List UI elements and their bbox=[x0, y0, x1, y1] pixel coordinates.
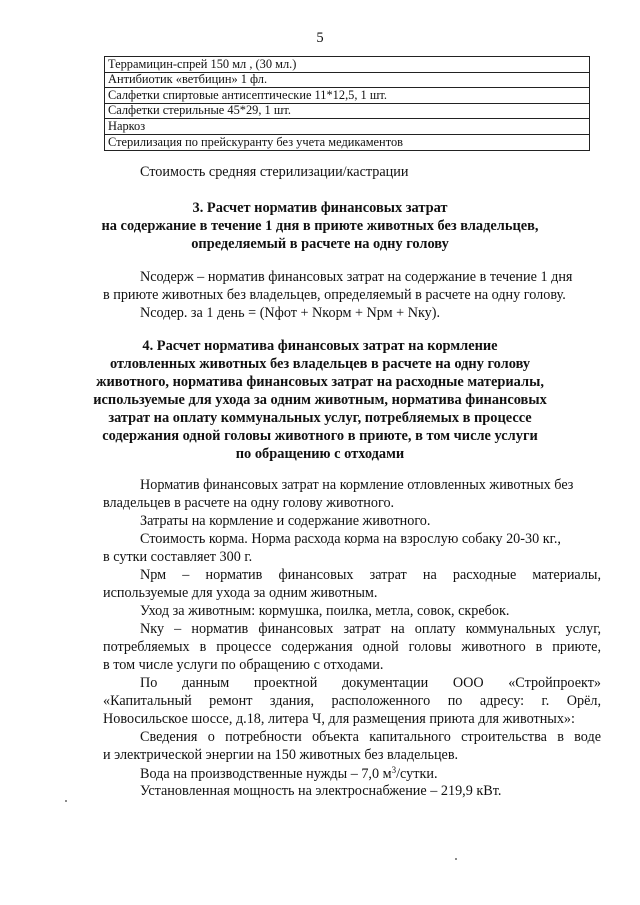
table-row bbox=[105, 134, 590, 150]
section4-heading-line: животного, норматива финансовых затрат на расходные материалы, bbox=[96, 374, 544, 390]
water-line-unit: /сутки. bbox=[396, 766, 438, 782]
section4-heading-line: отловленных животных без владельцев в расчете на одну голову bbox=[109, 356, 531, 372]
section4-heading-line: по обращению с отходами bbox=[235, 446, 405, 462]
section4-paragraph-line: владельцев в расчете на одну голову животного. bbox=[103, 495, 395, 511]
table-cell: Антибиотик «ветбицин» 1 фл. bbox=[105, 72, 590, 88]
section4-paragraph-line: потребляемых в процессе содержания одной головы животного в приюте, bbox=[103, 639, 601, 655]
scan-speck bbox=[455, 858, 457, 860]
power-line: Установленная мощность на электроснабжение – 219,9 кВт. bbox=[140, 783, 502, 799]
table-row bbox=[105, 88, 590, 104]
table-cell: Наркоз bbox=[105, 119, 590, 135]
water-line bbox=[140, 765, 438, 783]
table-row bbox=[105, 72, 590, 88]
section4-paragraph-line: в том числе услуги по обращению с отходами. bbox=[103, 657, 384, 673]
section4-paragraph-line: Уход за животным: кормушка, поилка, метла, совок, скребок. bbox=[140, 603, 510, 619]
table-row bbox=[105, 119, 590, 135]
table-row bbox=[105, 57, 590, 73]
section4-paragraph-line: и электрической энергии на 150 животных без владельцев. bbox=[103, 747, 459, 763]
section4-paragraph-line: в сутки составляет 300 г. bbox=[103, 549, 253, 565]
section4-heading-line: затрат на оплату коммунальных услуг, потребляемых в процессе bbox=[108, 410, 532, 426]
water-line-text: Вода на производственные нужды – 7,0 м bbox=[140, 766, 392, 782]
section4-paragraph-line: Nку – норматив финансовых затрат на оплату коммунальных услуг, bbox=[140, 621, 601, 637]
table-row bbox=[105, 103, 590, 119]
section4-heading-line: используемые для ухода за одним животным, норматива финансовых bbox=[93, 392, 547, 408]
cost-line: Стоимость средняя стерилизации/кастрации bbox=[140, 164, 409, 180]
section3-heading-line: 3. Расчет норматив финансовых затрат bbox=[192, 200, 448, 216]
section4-paragraph-line: Новосильское шоссе, д.18, литера Ч, для размещения приюта для животных»: bbox=[103, 711, 575, 727]
table-cell: Террамицин-спрей 150 мл , (30 мл.) bbox=[105, 57, 590, 73]
formula-line: Nсодер. за 1 день = (Nфот + Nкорм + Nрм + Nку). bbox=[140, 305, 441, 321]
table-cell: Салфетки стерильные 45*29, 1 шт. bbox=[105, 103, 590, 119]
scan-speck bbox=[65, 800, 67, 802]
section4-paragraph-line: По данным проектной документации ООО «Стройпроект» bbox=[140, 675, 601, 691]
section4-paragraph-line: «Капитальный ремонт здания, расположенного по адресу: г. Орёл, bbox=[103, 693, 601, 709]
water-line-superscript: 3 bbox=[391, 765, 397, 775]
section4-heading-line: содержания одной головы животного в приюте, в том числе услуги bbox=[102, 428, 538, 444]
section3-heading-line: определяемый в расчете на одну голову bbox=[191, 236, 449, 252]
section4-paragraph-line: используемые для ухода за одним животным. bbox=[103, 585, 378, 601]
table-cell: Салфетки спиртовые антисептические 11*12,5, 1 шт. bbox=[105, 88, 590, 104]
section4-paragraph-line: Норматив финансовых затрат на кормление отловленных животных без bbox=[140, 477, 574, 493]
section4-heading-line: 4. Расчет норматива финансовых затрат на кормление bbox=[142, 338, 498, 354]
page-number: 5 bbox=[316, 30, 324, 46]
section4-paragraph-line: Затраты на кормление и содержание животного. bbox=[140, 513, 431, 529]
section4-paragraph-line: Стоимость корма. Норма расхода корма на взрослую собаку 20-30 кг., bbox=[140, 531, 561, 547]
section4-paragraph-line: Сведения о потребности объекта капитального строительства в воде bbox=[140, 729, 601, 745]
section3-paragraph-line: в приюте животных без владельцев, определяемый в расчете на одну голову. bbox=[103, 287, 566, 303]
section3-paragraph-line: Nсодерж – норматив финансовых затрат на содержание в течение 1 дня bbox=[140, 269, 573, 285]
items-table bbox=[104, 56, 590, 151]
section3-heading-line: на содержание в течение 1 дня в приюте животных без владельцев, bbox=[101, 218, 539, 234]
table-cell: Стерилизация по прейскуранту без учета медикаментов bbox=[105, 134, 590, 150]
section4-paragraph-line: Nрм – норматив финансовых затрат на расходные материалы, bbox=[140, 567, 601, 583]
